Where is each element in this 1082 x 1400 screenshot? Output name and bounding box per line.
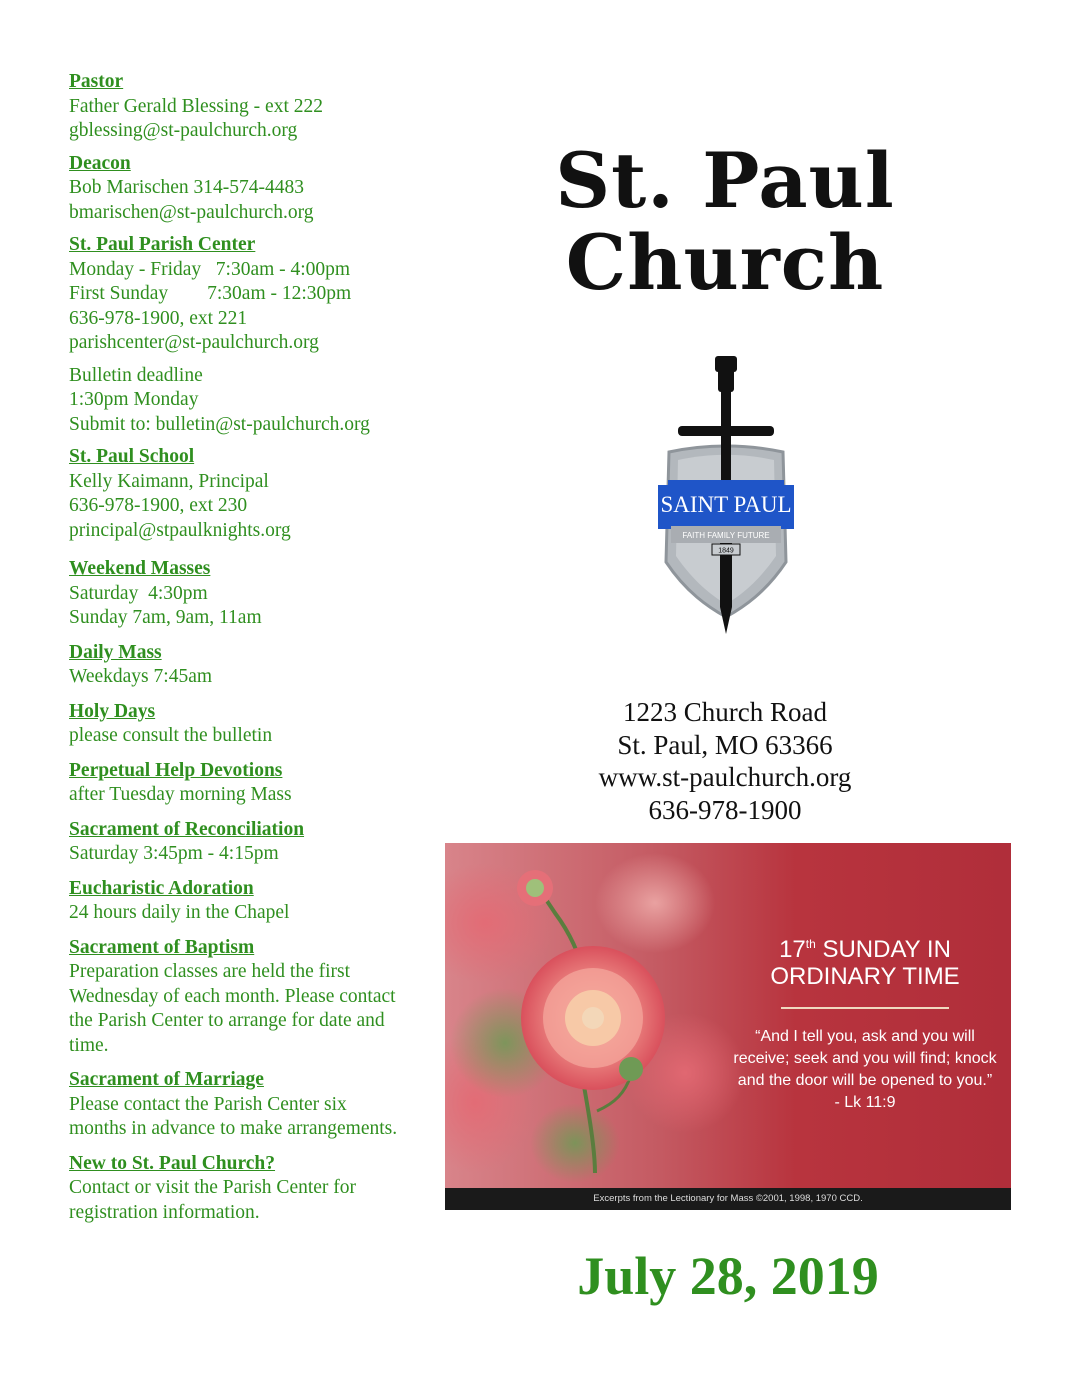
sword-crossguard <box>678 426 774 436</box>
section-line: Saturday 3:45pm - 4:15pm <box>69 843 279 864</box>
sunday-heading <box>733 931 997 990</box>
section-line[interactable]: gblessing@st-paulchurch.org <box>69 120 298 141</box>
church-name-title <box>525 136 925 307</box>
section-text: Contact or visit the Parish Center for registration information. <box>69 1177 357 1223</box>
section-line[interactable]: principal@stpaulknights.org <box>69 519 291 541</box>
crest-motto: FAITH FAMILY FUTURE <box>682 531 770 540</box>
section-heading: Deacon <box>69 152 131 174</box>
contact-column <box>69 70 449 1233</box>
section-line: Monday - Friday 7:30am - 4:00pm <box>69 258 351 280</box>
section-heading: Sacrament of Marriage <box>69 1069 264 1090</box>
section-line: Bulletin deadline <box>69 364 203 386</box>
reconciliation-section <box>69 818 449 867</box>
section-line: please consult the bulletin <box>69 725 273 746</box>
section-line: 1:30pm Monday <box>69 389 199 410</box>
section-heading: New to St. Paul Church? <box>69 1152 276 1174</box>
section-line: Bob Marischen 314-574-4483 <box>69 177 305 198</box>
bulletin-deadline-section <box>69 364 449 438</box>
section-line: First Sunday 7:30am - 12:30pm <box>69 283 352 304</box>
crest-year: 1849 <box>718 547 734 555</box>
pastor-section <box>69 70 449 144</box>
bulletin-date: July 28, 2019 <box>577 1246 879 1306</box>
section-heading: Daily Mass <box>69 641 162 663</box>
phone-number: 636-978-1900 <box>648 794 802 825</box>
section-heading: Perpetual Help Devotions <box>69 759 283 781</box>
section-heading: Eucharistic Adoration <box>69 877 254 899</box>
marriage-section <box>69 1068 449 1142</box>
perpetual-help-section <box>69 759 449 808</box>
holy-days-section <box>69 700 449 749</box>
section-heading: St. Paul Parish Center <box>69 234 256 255</box>
feature-text <box>733 931 997 1114</box>
baptism-section <box>69 936 449 1059</box>
section-line: Weekdays 7:45am <box>69 666 213 687</box>
lectionary-credit: Excerpts from the Lectionary for Mass ©2001, 1998, 1970 CCD. <box>445 1188 1011 1210</box>
section-heading: St. Paul School <box>69 446 195 467</box>
sunday-ordinal: 17 <box>779 936 806 963</box>
address-city: St. Paul, MO 63366 <box>617 729 833 760</box>
section-line: 24 hours daily in the Chapel <box>69 902 290 923</box>
section-line[interactable]: bmarischen@st-paulchurch.org <box>69 201 314 223</box>
weekend-masses-section <box>69 557 449 631</box>
section-line: Sunday 7am, 9am, 11am <box>69 607 262 628</box>
adoration-section <box>69 877 449 926</box>
ordinal-suffix: th <box>805 937 816 951</box>
sword-blade <box>720 543 732 634</box>
section-line: Father Gerald Blessing - ext 222 <box>69 95 323 117</box>
section-text: Please contact the Parish Center six months in advance to make arrangements. <box>69 1093 398 1139</box>
section-heading: Weekend Masses <box>69 558 211 579</box>
section-line: 636-978-1900, ext 221 <box>69 307 248 329</box>
daily-mass-section <box>69 641 449 690</box>
parish-center-section <box>69 233 449 356</box>
deacon-section <box>69 152 449 226</box>
section-text: Preparation classes are held the first Wednesday of each month. Please contact the Parish Center to arrange for date and time. <box>69 961 396 1056</box>
section-heading: Sacrament of Baptism <box>69 936 255 958</box>
crest-banner-text: SAINT PAUL <box>660 492 792 517</box>
section-line[interactable]: parishcenter@st-paulchurch.org <box>69 332 319 353</box>
section-heading: Pastor <box>69 71 124 92</box>
section-heading: Holy Days <box>69 700 156 722</box>
sunday-heading-line2: ORDINARY TIME <box>770 963 960 990</box>
title-line-1: St. Paul <box>555 136 895 225</box>
section-line: Kelly Kaimann, Principal <box>69 470 269 492</box>
section-heading: Sacrament of Reconciliation <box>69 818 305 840</box>
address-street: 1223 Church Road <box>623 697 827 727</box>
scripture-quote: “And I tell you, ask and you will receive; seek and you will find; knock and the door will be opened to you.” - Lk 11:9 <box>733 1028 997 1111</box>
sword-pommel <box>715 356 737 372</box>
school-section <box>69 445 449 543</box>
divider <box>781 1007 949 1009</box>
section-line: Saturday 4:30pm <box>69 582 208 604</box>
sunday-heading-rest: SUNDAY IN <box>822 936 951 963</box>
section-line: 636-978-1900, ext 230 <box>69 495 248 516</box>
website-link[interactable]: www.st-paulchurch.org <box>598 762 852 792</box>
new-parishioner-section <box>69 1152 449 1226</box>
crest-logo <box>626 352 826 642</box>
title-line-2: Church <box>565 218 885 307</box>
section-line[interactable]: Submit to: bulletin@st-paulchurch.org <box>69 413 370 435</box>
section-line: after Tuesday morning Mass <box>69 784 292 805</box>
church-address <box>545 696 905 826</box>
sunday-feature-card <box>445 843 1011 1210</box>
